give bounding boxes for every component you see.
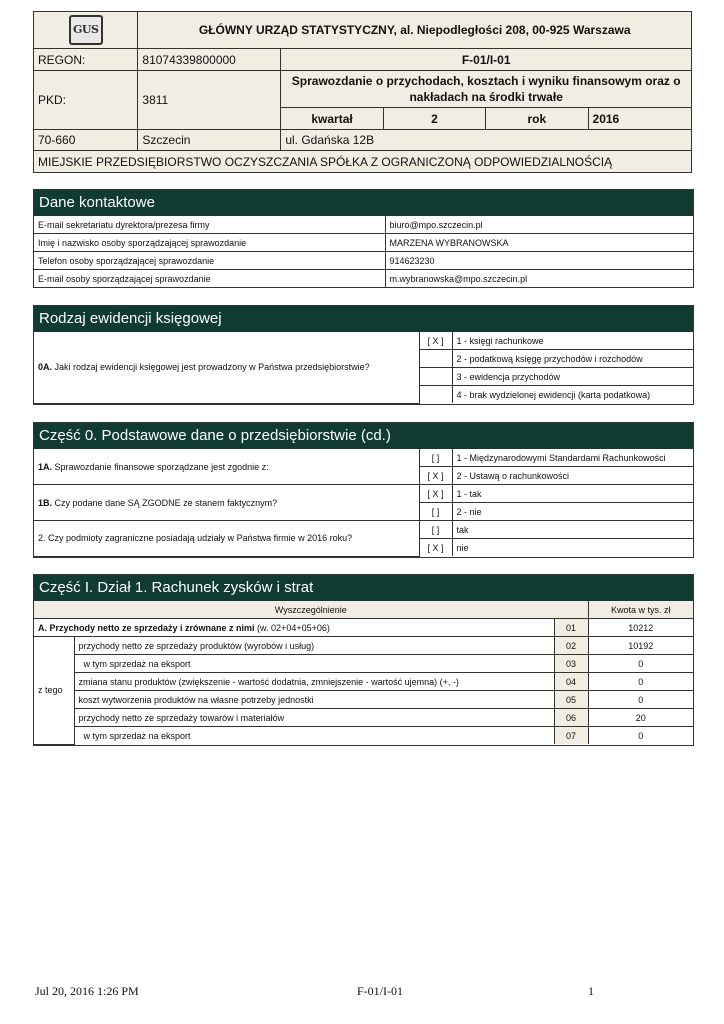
gus-logo: GUS — [69, 15, 103, 45]
ledger-table — [34, 332, 693, 404]
part0-table — [34, 449, 693, 557]
q1b-option-2-mark[interactable]: [ ] — [419, 503, 452, 521]
ledger-option-2-mark[interactable] — [419, 350, 452, 368]
form-code: F-01/I-01 — [281, 49, 692, 71]
ledger-option-1: 1 - księgi rachunkowe — [452, 332, 693, 350]
q1a-option-2-mark[interactable]: [ X ] — [419, 467, 452, 485]
regon-value: 81074339800000 — [138, 49, 281, 71]
row-value: 20 — [588, 709, 693, 727]
row-a-title: A. Przychody netto ze sprzedaży i zrównane z nimi — [38, 622, 255, 633]
quarter-value: 2 — [383, 108, 485, 130]
contact-row — [34, 234, 693, 252]
ledger-question — [34, 332, 419, 403]
ledger-option-3-mark[interactable] — [419, 368, 452, 386]
row-value: 10192 — [588, 637, 693, 655]
question-text: Sprawozdanie finansowe sporządzane jest zgodnie z: — [54, 461, 269, 472]
report-header — [33, 11, 692, 173]
row-label: koszt wytworzenia produktów na własne potrzeby jednostki — [74, 691, 554, 709]
ledger-option-3: 3 - ewidencja przychodów — [452, 368, 693, 386]
row-value: 10212 — [588, 619, 693, 637]
contact-value: 914623230 — [385, 252, 693, 270]
office-address: GŁÓWNY URZĄD STATYSTYCZNY, al. Niepodległości 208, 00-925 Warszawa — [138, 12, 692, 49]
row-code: 02 — [554, 637, 588, 655]
contacts-table — [34, 216, 693, 287]
ledger-title: Rodzaj ewidencji księgowej — [34, 306, 693, 332]
question-2: 2. Czy podmioty zagraniczne posiadają udziały w Państwa firmie w 2016 roku? — [34, 521, 419, 557]
contact-value: biuro@mpo.szczecin.pl — [385, 216, 693, 234]
quarter-label: kwartał — [281, 108, 383, 130]
q2-option-1-mark[interactable]: [ ] — [419, 521, 452, 539]
city: Szczecin — [138, 130, 281, 151]
col-header-desc: Wyszczególnienie — [34, 601, 588, 619]
q1b-option-1: 1 - tak — [452, 485, 693, 503]
row-label: w tym sprzedaż na eksport — [74, 727, 554, 745]
row-a-label — [34, 619, 554, 637]
q1a-option-1: 1 - Międzynarodowymi Standardami Rachunkowości — [452, 449, 693, 467]
q2-option-2: nie — [452, 539, 693, 557]
street: ul. Gdańska 12B — [281, 130, 692, 151]
q1a-option-2: 2 - Ustawą o rachunkowości — [452, 467, 693, 485]
income-table — [34, 601, 693, 745]
row-code: 05 — [554, 691, 588, 709]
footer-date: Jul 20, 2016 1:26 PM — [35, 984, 139, 998]
row-code: 03 — [554, 655, 588, 673]
contacts-section — [33, 189, 694, 288]
postal-code: 70-660 — [34, 130, 138, 151]
q1b-option-1-mark[interactable]: [ X ] — [419, 485, 452, 503]
row-code: 04 — [554, 673, 588, 691]
row-code: 01 — [554, 619, 588, 637]
part0-section — [33, 422, 694, 558]
q2-option-1: tak — [452, 521, 693, 539]
row-code: 07 — [554, 727, 588, 745]
contact-row — [34, 252, 693, 270]
part0-title: Część 0. Podstawowe dane o przedsiębiorstwie (cd.) — [34, 423, 693, 449]
row-label: przychody netto ze sprzedaży produktów (wyrobów i usług) — [74, 637, 554, 655]
company-name: MIEJSKIE PRZEDSIĘBIORSTWO OCZYSZCZANIA SPÓŁKA Z OGRANICZONĄ ODPOWIEDZIALNOŚCIĄ — [34, 151, 692, 173]
year-value: 2016 — [588, 108, 691, 130]
row-value: 0 — [588, 655, 693, 673]
contact-label: E-mail osoby sporządzającej sprawozdanie — [34, 270, 385, 288]
question-number: 1A. — [38, 461, 53, 472]
part1-section — [33, 574, 694, 746]
question-number: 0A. — [38, 362, 53, 373]
gus-logo-cell — [34, 12, 138, 49]
col-header-amount: Kwota w tys. zł — [588, 601, 693, 619]
contact-label: Imię i nazwisko osoby sporządzającej sprawozdanie — [34, 234, 385, 252]
pkd-label: PKD: — [34, 71, 138, 130]
row-value: 0 — [588, 673, 693, 691]
ledger-option-2: 2 - podatkową księgę przychodów i rozchodów — [452, 350, 693, 368]
q2-option-2-mark[interactable]: [ X ] — [419, 539, 452, 557]
question-1a — [34, 449, 419, 485]
row-a-formula: (w. 02+04+05+06) — [254, 622, 330, 633]
question-number: 1B. — [38, 497, 53, 508]
z-tego-label: z tego — [34, 637, 74, 745]
ledger-option-4-mark[interactable] — [419, 386, 452, 404]
row-label: w tym sprzedaż na eksport — [74, 655, 554, 673]
contact-row — [34, 216, 693, 234]
contacts-title: Dane kontaktowe — [34, 190, 693, 216]
question-text: Jaki rodzaj ewidencji księgowej jest prowadzony w Państwa przedsiębiorstwie? — [54, 362, 370, 373]
contact-label: Telefon osoby sporządzającej sprawozdanie — [34, 252, 385, 270]
row-value: 0 — [588, 727, 693, 745]
ledger-option-1-mark[interactable]: [ X ] — [419, 332, 452, 350]
pkd-value: 3811 — [138, 71, 281, 130]
report-title: Sprawozdanie o przychodach, kosztach i wyniku finansowym oraz o nakładach na środki trwałe — [281, 71, 692, 108]
contact-value: m.wybranowska@mpo.szczecin.pl — [385, 270, 693, 288]
part1-title: Część I. Dział 1. Rachunek zysków i strat — [34, 575, 693, 601]
footer-form-code: F-01/I-01 — [357, 984, 403, 998]
footer-page-number: 1 — [588, 984, 594, 998]
ledger-option-4: 4 - brak wydzielonej ewidencji (karta podatkowa) — [452, 386, 693, 404]
q1a-option-1-mark[interactable]: [ ] — [419, 449, 452, 467]
contact-row — [34, 270, 693, 288]
row-label: zmiana stanu produktów (zwiększenie - wartość dodatnia, zmniejszenie - wartość ujemna) (+, -) — [74, 673, 554, 691]
regon-label: REGON: — [34, 49, 138, 71]
row-label: przychody netto ze sprzedaży towarów i materiałów — [74, 709, 554, 727]
year-label: rok — [486, 108, 588, 130]
contact-value: MARZENA WYBRANOWSKA — [385, 234, 693, 252]
row-value: 0 — [588, 691, 693, 709]
question-text: Czy podane dane SĄ ZGODNE ze stanem faktycznym? — [54, 497, 278, 508]
row-code: 06 — [554, 709, 588, 727]
q1b-option-2: 2 - nie — [452, 503, 693, 521]
contact-label: E-mail sekretariatu dyrektora/prezesa firmy — [34, 216, 385, 234]
ledger-section — [33, 305, 694, 405]
question-1b — [34, 485, 419, 521]
